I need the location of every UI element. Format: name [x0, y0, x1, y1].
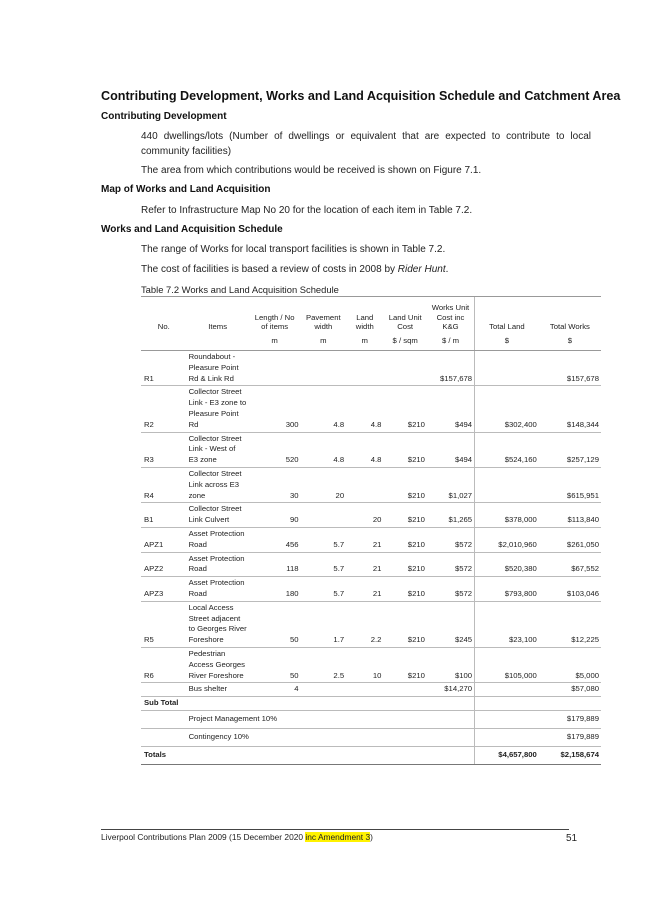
- row-total-works: $157,678: [539, 351, 601, 386]
- unit-land-unit-cost: $ / sqm: [383, 336, 427, 351]
- row-total-works: $103,046: [539, 577, 601, 602]
- row-item: Local Access Street adjacent to Georges River Foreshore: [187, 601, 249, 647]
- row-total-land: $524,160: [475, 432, 539, 467]
- row-item: Asset Protection Road: [187, 552, 249, 577]
- row-land-unit-cost: $210: [383, 577, 427, 602]
- row-land-width: [346, 683, 383, 697]
- row-total-works: $12,225: [539, 601, 601, 647]
- paragraph-dwellings: 440 dwellings/lots (Number of dwellings or equivalent that are expected to contribute to local community facilities): [141, 131, 591, 157]
- project-management-value: $179,889: [539, 710, 601, 728]
- footer-amendment-highlight: inc Amendment 3: [305, 832, 371, 842]
- table-row: [141, 467, 601, 502]
- row-total-land: [475, 683, 539, 697]
- totals-label: Totals: [141, 746, 249, 764]
- row-land-unit-cost: $210: [383, 601, 427, 647]
- row-land-unit-cost: $210: [383, 647, 427, 682]
- unit-land-width: m: [346, 336, 383, 351]
- row-land-width: [346, 351, 383, 386]
- row-total-land: $793,800: [475, 577, 539, 602]
- totals-row: [141, 746, 601, 764]
- footer-title: [101, 832, 373, 842]
- table-caption: Table 7.2 Works and Land Acquisition Schedule: [141, 284, 339, 295]
- row-number: R5: [141, 601, 187, 647]
- section-title-contributing: Contributing Development: [101, 111, 227, 122]
- row-number: [141, 683, 187, 697]
- contingency-row: [141, 728, 601, 746]
- row-total-land: $378,000: [475, 503, 539, 528]
- row-pavement: 5.7: [301, 577, 347, 602]
- row-item: Collector Street Link across E3 zone: [187, 467, 249, 502]
- row-total-land: $23,100: [475, 601, 539, 647]
- row-works-unit-cost: $1,027: [427, 467, 475, 502]
- works-schedule-table: [141, 296, 601, 765]
- table-row: [141, 647, 601, 682]
- page-number: 51: [566, 833, 578, 844]
- row-total-works: $148,344: [539, 386, 601, 432]
- row-number: APZ1: [141, 527, 187, 552]
- row-total-works: $257,129: [539, 432, 601, 467]
- totals-works-value: $2,158,674: [539, 746, 601, 764]
- row-number: APZ2: [141, 552, 187, 577]
- unit-works-unit-cost: $ / m: [427, 336, 475, 351]
- row-land-unit-cost: $210: [383, 527, 427, 552]
- table-row: [141, 432, 601, 467]
- row-land-width: 21: [346, 552, 383, 577]
- contingency-label: Contingency 10%: [187, 728, 384, 746]
- row-length: 520: [249, 432, 301, 467]
- cost-basis-source: Rider Hunt: [397, 264, 446, 275]
- footer-text-main: Liverpool Contributions Plan 2009 (15 December 2020: [101, 832, 306, 842]
- row-number: R2: [141, 386, 187, 432]
- row-pavement: 20: [301, 467, 347, 502]
- footer-text-end: ): [370, 832, 373, 842]
- cost-basis-text: The cost of facilities is based a review of costs in 2008 by: [141, 264, 398, 275]
- header-items: Items: [208, 322, 228, 331]
- paragraph-cost-basis: [141, 262, 591, 277]
- row-number: B1: [141, 503, 187, 528]
- row-total-land: $520,380: [475, 552, 539, 577]
- paragraph-contribution-area: The area from which contributions would be received is shown on Figure 7.1.: [141, 165, 482, 176]
- row-works-unit-cost: $245: [427, 601, 475, 647]
- row-length: 456: [249, 527, 301, 552]
- paragraph-range-of-works: The range of Works for local transport facilities is shown in Table 7.2.: [141, 244, 446, 255]
- row-works-unit-cost: $494: [427, 432, 475, 467]
- row-item: Collector Street Link - E3 zone to Pleasure Point Rd: [187, 386, 249, 432]
- table-row: [141, 552, 601, 577]
- row-item: Pedestrian Access Georges River Foreshore: [187, 647, 249, 682]
- row-total-works: $615,951: [539, 467, 601, 502]
- row-item: Bus shelter: [187, 683, 249, 697]
- row-pavement: 5.7: [301, 552, 347, 577]
- row-works-unit-cost: $572: [427, 577, 475, 602]
- row-total-land: [475, 351, 539, 386]
- table-row: [141, 683, 601, 697]
- row-total-land: $105,000: [475, 647, 539, 682]
- row-length: 90: [249, 503, 301, 528]
- row-length: 50: [249, 601, 301, 647]
- row-item: Asset Protection Road: [187, 577, 249, 602]
- row-item: Collector Street Link - West of E3 zone: [187, 432, 249, 467]
- row-works-unit-cost: $572: [427, 527, 475, 552]
- row-land-width: [346, 467, 383, 502]
- row-pavement: 4.8: [301, 386, 347, 432]
- project-management-row: [141, 710, 601, 728]
- row-number: R4: [141, 467, 187, 502]
- header-works-unit-cost: Works Unit Cost inc K&G: [427, 297, 475, 336]
- row-land-width: 4.8: [346, 386, 383, 432]
- unit-total-land: $: [475, 336, 539, 351]
- table-row: [141, 351, 601, 386]
- row-pavement: 1.7: [301, 601, 347, 647]
- row-total-works: $5,000: [539, 647, 601, 682]
- row-pavement: 5.7: [301, 527, 347, 552]
- row-land-unit-cost: $210: [383, 386, 427, 432]
- row-number: R3: [141, 432, 187, 467]
- row-total-works: $57,080: [539, 683, 601, 697]
- header-land-width: Land width: [355, 312, 374, 331]
- row-item: Collector Street Link Culvert: [187, 503, 249, 528]
- header-total-works: Total Works: [549, 322, 590, 331]
- row-pavement: 2.5: [301, 647, 347, 682]
- row-land-unit-cost: $210: [383, 552, 427, 577]
- header-length: Length / No of items: [254, 312, 295, 331]
- row-land-unit-cost: $210: [383, 467, 427, 502]
- row-land-unit-cost: $210: [383, 432, 427, 467]
- row-land-unit-cost: [383, 683, 427, 697]
- table-row: [141, 577, 601, 602]
- table-row: [141, 503, 601, 528]
- row-number: APZ3: [141, 577, 187, 602]
- table-row: [141, 527, 601, 552]
- row-works-unit-cost: $100: [427, 647, 475, 682]
- row-total-works: $67,552: [539, 552, 601, 577]
- row-number: R6: [141, 647, 187, 682]
- totals-land-value: $4,657,800: [475, 746, 539, 764]
- row-land-width: 2.2: [346, 601, 383, 647]
- row-total-land: $302,400: [475, 386, 539, 432]
- section-title-schedule: Works and Land Acquisition Schedule: [101, 224, 283, 235]
- header-pavement: Pavement width: [306, 312, 341, 331]
- row-pavement: [301, 351, 347, 386]
- row-total-works: $113,840: [539, 503, 601, 528]
- row-item: Roundabout - Pleasure Point Rd & Link Rd: [187, 351, 249, 386]
- row-land-width: 20: [346, 503, 383, 528]
- row-total-land: $2,010,960: [475, 527, 539, 552]
- row-land-unit-cost: [383, 351, 427, 386]
- row-works-unit-cost: $572: [427, 552, 475, 577]
- row-works-unit-cost: $157,678: [427, 351, 475, 386]
- unit-no: [141, 336, 187, 351]
- row-length: [249, 351, 301, 386]
- row-land-width: 21: [346, 527, 383, 552]
- header-land-unit-cost: Land Unit Cost: [388, 312, 422, 331]
- footer-divider: [101, 829, 569, 830]
- header-total-land: Total Land: [489, 322, 525, 331]
- page-heading: Contributing Development, Works and Land Acquisition Schedule and Catchment Area: [101, 89, 621, 103]
- row-land-width: 10: [346, 647, 383, 682]
- unit-length: m: [249, 336, 301, 351]
- row-item: Asset Protection Road: [187, 527, 249, 552]
- row-works-unit-cost: $1,265: [427, 503, 475, 528]
- row-land-unit-cost: $210: [383, 503, 427, 528]
- unit-total-works: $: [539, 336, 601, 351]
- section-title-map: Map of Works and Land Acquisition: [101, 184, 271, 195]
- project-management-label: Project Management 10%: [187, 710, 384, 728]
- row-length: 180: [249, 577, 301, 602]
- table-row: [141, 386, 601, 432]
- row-total-works: $261,050: [539, 527, 601, 552]
- unit-items: [187, 336, 249, 351]
- row-length: 300: [249, 386, 301, 432]
- paragraph-infrastructure-map: Refer to Infrastructure Map No 20 for the location of each item in Table 7.2.: [141, 205, 473, 216]
- row-land-width: 4.8: [346, 432, 383, 467]
- contingency-value: $179,889: [539, 728, 601, 746]
- cost-basis-end: .: [445, 264, 449, 275]
- row-works-unit-cost: $14,270: [427, 683, 475, 697]
- subtotal-label: Sub Total: [141, 697, 249, 711]
- row-total-land: [475, 467, 539, 502]
- row-works-unit-cost: $494: [427, 386, 475, 432]
- subtotal-row: [141, 697, 601, 711]
- row-length: 30: [249, 467, 301, 502]
- header-no: No.: [157, 322, 170, 331]
- row-number: R1: [141, 351, 187, 386]
- row-pavement: [301, 683, 347, 697]
- row-length: 50: [249, 647, 301, 682]
- unit-pavement: m: [301, 336, 347, 351]
- row-land-width: 21: [346, 577, 383, 602]
- row-pavement: 4.8: [301, 432, 347, 467]
- row-length: 4: [249, 683, 301, 697]
- row-pavement: [301, 503, 347, 528]
- row-length: 118: [249, 552, 301, 577]
- table-row: [141, 601, 601, 647]
